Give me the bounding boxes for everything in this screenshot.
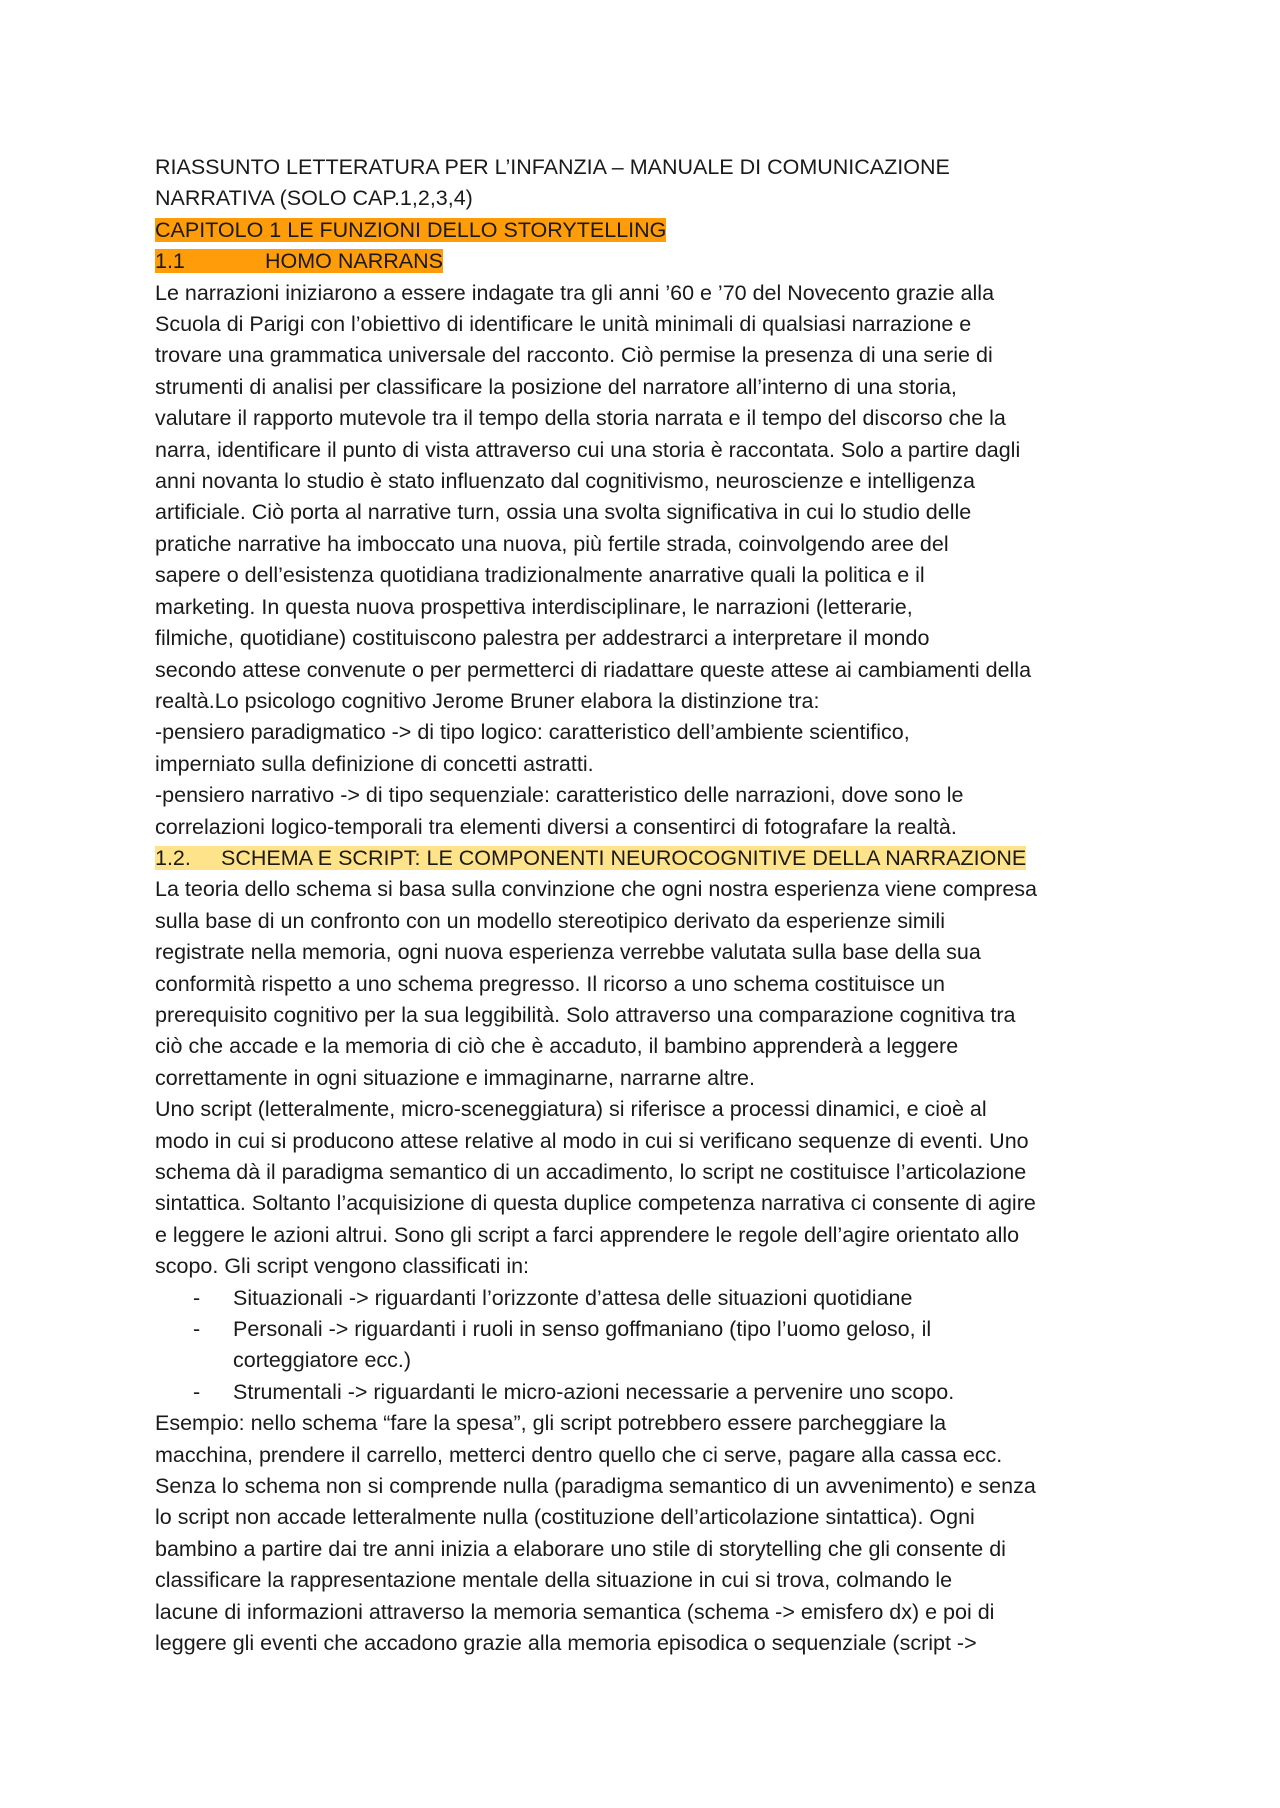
- bullet-dash: -: [193, 1379, 201, 1404]
- bullet-item-strumentali: [155, 1377, 1135, 1408]
- bullet-dash: -: [193, 1317, 201, 1342]
- closing-line-1: Esempio: nello schema “fare la spesa”, gli script potrebbero essere parcheggiare la: [155, 1411, 947, 1436]
- doc-title-line-1: RIASSUNTO LETTERATURA PER L’INFANZIA – MANUALE DI COMUNICAZIONE: [155, 155, 950, 179]
- s11-line-6: narra, identificare il punto di vista attraverso cui una storia è raccontata. Solo a partire dagli: [155, 437, 1021, 462]
- s11-line-5: valutare il rapporto mutevole tra il tempo della storia narrata e il tempo del discorso che la: [155, 406, 1006, 431]
- s11-line-2: Scuola di Parigi con l’obiettivo di identificare le unità minimali di qualsiasi narrazione e: [155, 312, 972, 337]
- bullet-item-situazionali: [155, 1283, 1135, 1314]
- section-1-2-title: SCHEMA E SCRIPT: LE COMPONENTI NEUROCOGNITIVE DELLA NARRAZIONE: [221, 845, 1027, 870]
- s11-line-9: pratiche narrative ha imboccato una nuova, più fertile strada, coinvolgendo aree del: [155, 531, 949, 556]
- s12-line-8: Uno script (letteralmente, micro-sceneggiatura) si riferisce a processi dinamici, e cioè al: [155, 1097, 987, 1122]
- closing-line-8: leggere gli eventi che accadono grazie alla memoria episodica o sequenziale (script ->: [155, 1631, 977, 1656]
- s12-line-3: registrate nella memoria, ogni nuova esperienza verrebbe valutata sulla base della sua: [155, 940, 981, 965]
- s12-line-10: schema dà il paradigma semantico di un accadimento, lo script ne costituisce l’articolazione: [155, 1160, 1027, 1184]
- section-1-2-heading: [155, 843, 1135, 874]
- bullet-dash: -: [193, 1285, 201, 1310]
- chapter-heading-row: [155, 215, 1135, 246]
- section-1-2-highlight: [155, 846, 1026, 870]
- s11-line-15: -pensiero paradigmatico -> di tipo logico: caratteristico dell’ambiente scientifico,: [155, 720, 910, 745]
- s12-line-11: sintattica. Soltanto l’acquisizione di questa duplice competenza narrativa ci consente di agire: [155, 1191, 1036, 1216]
- closing-line-4: lo script non accade letteralmente nulla (costituzione dell’articolazione sintattica). Ogni: [155, 1505, 975, 1530]
- s11-line-12: filmiche, quotidiane) costituiscono palestra per addestrarci a interpretare il mondo: [155, 626, 930, 651]
- s11-line-13: secondo attese convenute o per permetterci di riadattare queste attese ai cambiamenti della: [155, 657, 1032, 682]
- s12-line-13: scopo. Gli script vengono classificati in:: [155, 1254, 530, 1279]
- s12-line-1: La teoria dello schema si basa sulla convinzione che ogni nostra esperienza viene compresa: [155, 877, 1038, 902]
- bullet-text: Situazionali -> riguardanti l’orizzonte d’attesa delle situazioni quotidiane: [233, 1285, 913, 1310]
- section-1-2-number: 1.2.: [155, 845, 191, 870]
- s11-line-1: Le narrazioni iniziarono a essere indagate tra gli anni ’60 e ’70 del Novecento grazie alla: [155, 280, 995, 305]
- closing-line-7: lacune di informazioni attraverso la memoria semantica (schema -> emisfero dx) e poi di: [155, 1599, 995, 1624]
- s11-line-3: trovare una grammatica universale del racconto. Ciò permise la presenza di una serie di: [155, 343, 993, 368]
- s12-line-5: prerequisito cognitivo per la sua leggibilità. Solo attraverso una comparazione cognitiva tra: [155, 1002, 1016, 1027]
- closing-line-5: bambino a partire dai tre anni inizia a elaborare uno stile di storytelling che gli consente di: [155, 1536, 1006, 1561]
- document-page: [155, 152, 1135, 1660]
- s12-line-7: correttamente in ogni situazione e immaginarne, narrarne altre.: [155, 1065, 755, 1090]
- section-1-1-heading: [155, 246, 1135, 277]
- chapter-heading: CAPITOLO 1 LE FUNZIONI DELLO STORYTELLING: [155, 217, 667, 242]
- closing-line-2: macchina, prendere il carrello, metterci dentro quello che ci serve, pagare alla cassa ecc.: [155, 1442, 1003, 1467]
- s11-line-11: marketing. In questa nuova prospettiva interdisciplinare, le narrazioni (letterarie,: [155, 594, 913, 619]
- s11-line-14: realtà.Lo psicologo cognitivo Jerome Bruner elabora la distinzione tra:: [155, 688, 820, 713]
- s11-line-8: artificiale. Ciò porta al narrative turn, ossia una svolta significativa in cui lo studio delle: [155, 500, 972, 525]
- s12-line-12: e leggere le azioni altrui. Sono gli script a farci apprendere le regole dell’agire orientato allo: [155, 1222, 1020, 1247]
- s11-line-17: -pensiero narrativo -> di tipo sequenziale: caratteristico delle narrazioni, dove sono le: [155, 783, 964, 808]
- s12-line-2: sulla base di un confronto con un modello stereotipico derivato da esperienze simili: [155, 908, 945, 933]
- s11-line-18: correlazioni logico-temporali tra elementi diversi a consentirci di fotografare la realtà.: [155, 814, 957, 839]
- bullet-item-personali: [155, 1314, 1135, 1345]
- bullet-text: Strumentali -> riguardanti le micro-azioni necessarie a pervenire uno scopo.: [233, 1379, 955, 1404]
- section-1-1-highlight: [155, 249, 443, 273]
- bullet-text: Personali -> riguardanti i ruoli in senso goffmaniano (tipo l’uomo geloso, il: [233, 1317, 932, 1342]
- s12-line-4: conformità rispetto a uno schema pregresso. Il ricorso a uno schema costituisce un: [155, 971, 945, 996]
- section-1-1-number: 1.1: [155, 249, 185, 274]
- s12-line-6: ciò che accade e la memoria di ciò che è accaduto, il bambino apprenderà a leggere: [155, 1034, 959, 1059]
- closing-line-3: Senza lo schema non si comprende nulla (paradigma semantico di un avvenimento) e senza: [155, 1474, 1036, 1499]
- closing-line-6: classificare la rappresentazione mentale della situazione in cui si trova, colmando le: [155, 1568, 953, 1593]
- s11-line-16: imperniato sulla definizione di concetti astratti.: [155, 751, 594, 776]
- s12-line-9: modo in cui si producono attese relative al modo in cui si verificano sequenze di eventi. Uno: [155, 1128, 1029, 1153]
- s11-line-7: anni novanta lo studio è stato influenzato dal cognitivismo, neuroscienze e intelligenza: [155, 469, 975, 494]
- s11-line-10: sapere o dell’esistenza quotidiana tradizionalmente anarrative quali la politica e il: [155, 563, 925, 588]
- section-1-1-title: HOMO NARRANS: [265, 249, 443, 274]
- s11-line-4: strumenti di analisi per classificare la posizione del narratore all’interno di una storia,: [155, 374, 957, 399]
- doc-title-line-2: NARRATIVA (SOLO CAP.1,2,3,4): [155, 186, 473, 211]
- bullet-item-personali-continued: corteggiatore ecc.): [233, 1348, 412, 1373]
